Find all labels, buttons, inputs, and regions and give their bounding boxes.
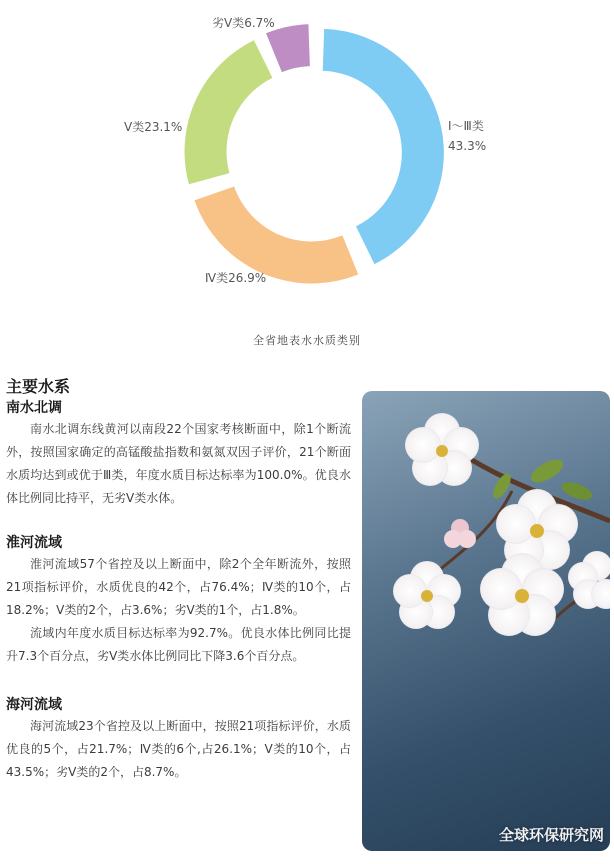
paragraph: 淮河流域57个省控及以上断面中，除2个全年断流外，按照21项指标评价，水质优良的42个，占76.4%；Ⅳ类的10个，占18.2%；Ⅴ类的2个，占3.6%；劣Ⅴ类的1个，占1.8%。 (6, 557, 351, 617)
chart-caption: 全省地表水水质类别 (253, 334, 361, 347)
watermark: 全球环保研究网 (498, 826, 604, 844)
slice-label-3: 劣Ⅴ类6.7% (212, 16, 275, 30)
paragraph: 海河流域23个省控及以上断面中，按照21项指标评价，水质优良的5个，占21.7%；Ⅳ类的6个,占26.1%；Ⅴ类的10个，占43.5%；劣Ⅴ类的2个，占8.7%。 (6, 719, 351, 779)
slice-value-0: 43.3% (448, 139, 487, 153)
section-heading: 南水北调 (6, 400, 62, 416)
section-huaihe (6, 533, 351, 668)
section-haihe (6, 695, 351, 784)
paragraph: 流域内年度水质目标达标率为92.7%。优良水体比例同比提升7.3个百分点，劣Ⅴ类水体比例同比下降3.6个百分点。 (6, 626, 351, 663)
donut-slice-2 (185, 40, 273, 184)
slice-label-2: Ⅴ类23.1% (124, 120, 183, 134)
donut-slice-3 (266, 24, 310, 72)
slice-label-1: Ⅳ类26.9% (205, 271, 267, 285)
cherry-blossom-photo (362, 391, 610, 851)
section-nanshui (6, 398, 351, 510)
article-title: 主要水系 (6, 377, 71, 396)
section-heading: 海河流域 (6, 697, 62, 713)
cherry-blossom-illustration (362, 391, 610, 851)
donut-slice-0 (323, 29, 444, 264)
article (6, 376, 351, 784)
paragraph: 南水北调东线黄河以南段22个国家考核断面中，除1个断流外，按照国家确定的高锰酸盐指数和氨氮双因子评价，21个断面水质均达到或优于Ⅲ类，年度水质目标达标率为100.0%。优良水体比例同比持平，无劣Ⅴ类水体。 (6, 422, 351, 505)
section-heading: 淮河流域 (6, 535, 62, 551)
donut-slice-1 (194, 187, 358, 284)
water-quality-donut-chart (0, 0, 614, 330)
slice-label-0: Ⅰ～Ⅲ类 (448, 119, 484, 133)
